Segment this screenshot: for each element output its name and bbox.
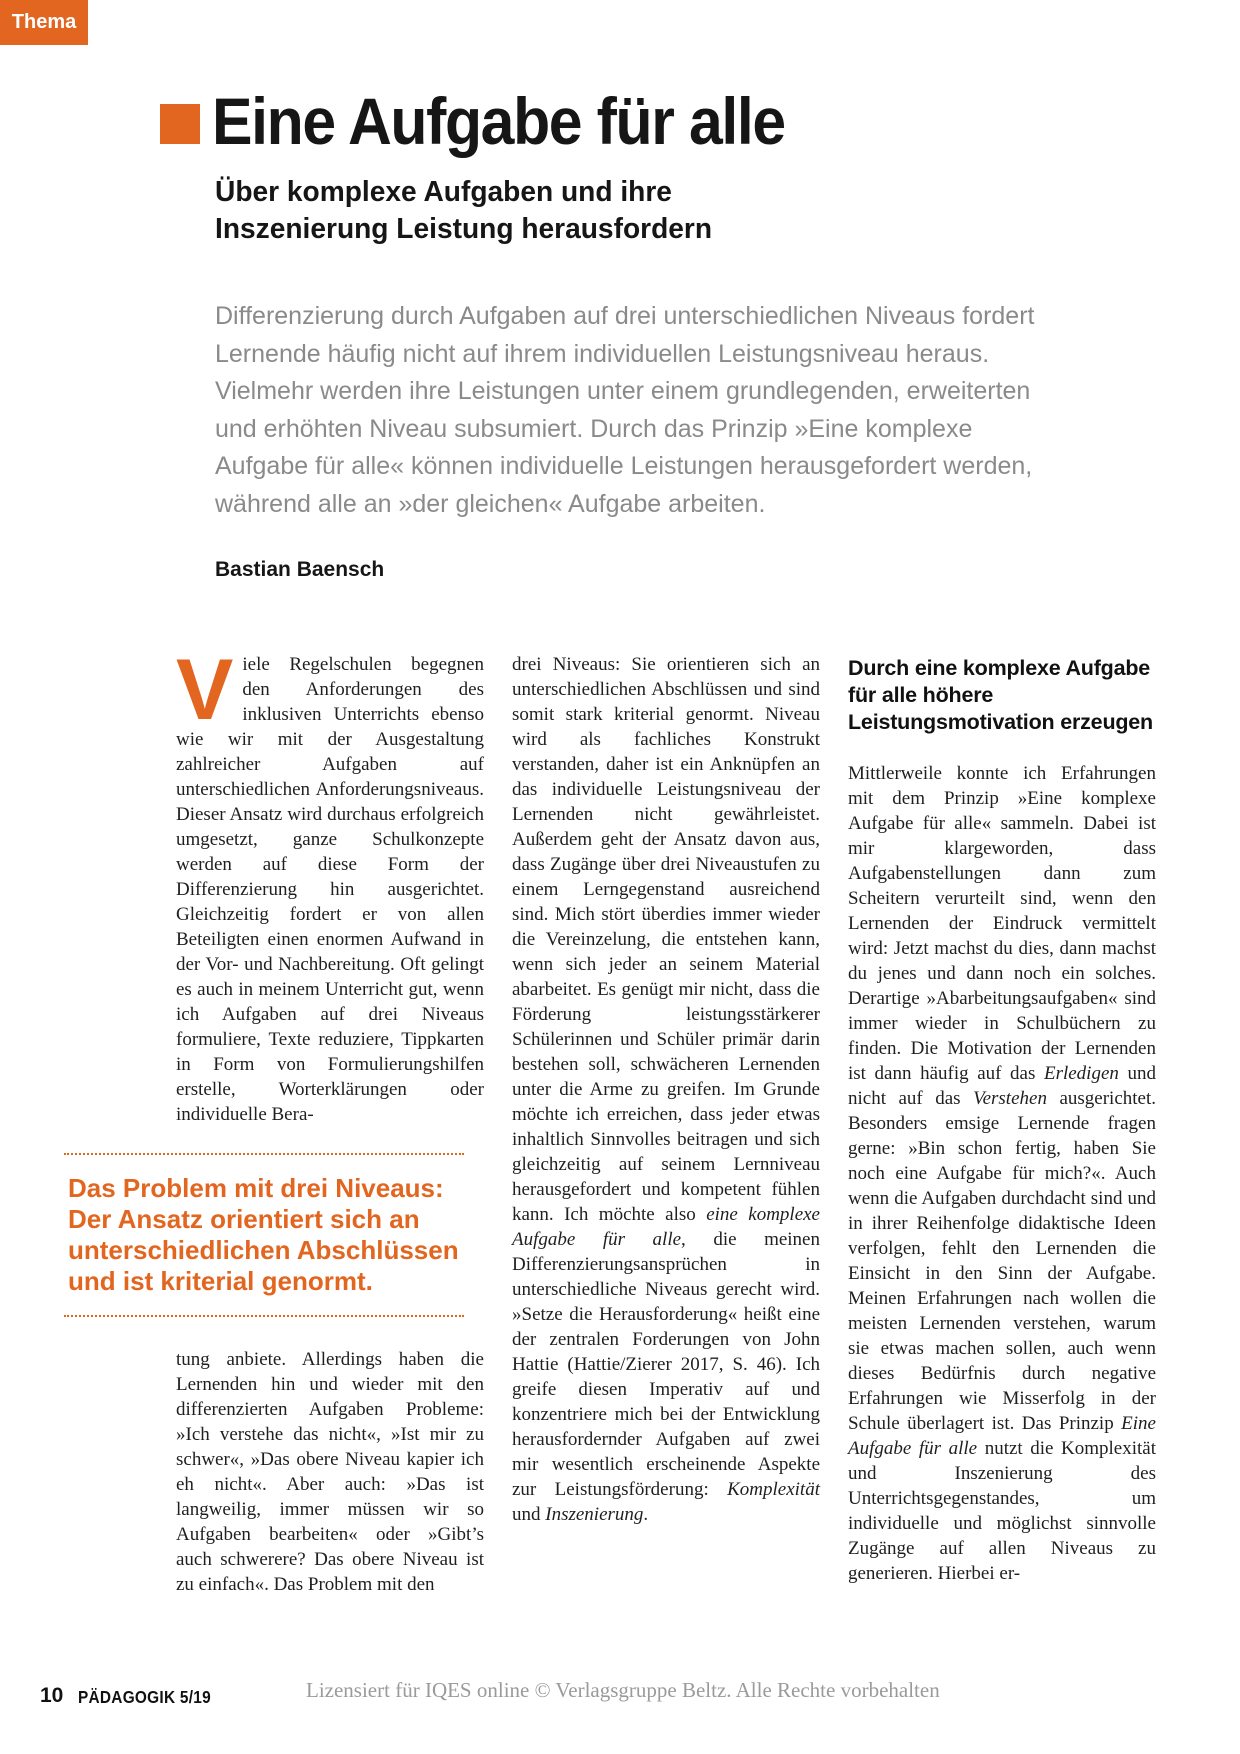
column2-paragraph: drei Niveaus: Sie orientieren sich an unterschiedlichen Abschlüssen und sind somit stark kriterial genormt. Niveau wird als fachliches Konstrukt verstanden, daher ist ein Anknüpfen an das individuelle Leistungsniveau der Lernenden nicht gewährleistet. Außerdem geht der Ansatz davon aus, dass Zugänge über drei Niveaustufen zu einem Lerngegenstand ausreichend sind. Mich stört überdies immer wieder die Vereinzelung, die entstehen kann, wenn sich jeder an seinem Material abarbeitet. Es genügt mir nicht, dass die Förderung leistungsstärkerer Schülerinnen und Schüler primär darin bestehen soll, schwächeren Lernenden unter die Arme zu greifen. Im Grunde möchte ich erreichen, dass jeder etwas inhaltlich Sinnvolles beitragen und sich gleichzeitig auf seinem Lernniveau herausgefordert und kompetent fühlen kann. Ich möchte also eine komplexe Aufgabe für alle, die meinen Differenzierungsansprüchen in unterschiedliche Niveaus gerecht wird. »Setze die Herausforderung« heißt eine der zentralen Forderungen von John Hattie (Hattie/Zierer 2017, S. 46). Ich greife diesen Imperativ auf und konzentriere mich bei der Entwicklung herausfordernder Aufgaben auf zwei mir wesentlich erscheinende Aspekte zur Leistungsförderung: Komplexität und Inszenierung. <box>512 654 820 1525</box>
dropcap-letter: V <box>176 642 234 738</box>
subtitle-line-1: Über komplexe Aufgaben und ihre <box>215 176 672 208</box>
thema-tab <box>0 0 88 45</box>
column1-paragraph-2: tung anbiete. Allerdings haben die Lernenden hin und wieder mit den differenzierten Aufgaben Probleme: »Ich verstehe das nicht«, »Ist mir zu schwer«, »Das obere Niveau kapier ich eh nicht«. Aber auch: »Das ist langweilig, immer müssen wir so Aufgaben bearbeiten« oder »Gibt’s auch schwerere? Das obere Niveau ist zu einfach«. Das Problem mit den <box>176 1349 484 1595</box>
body-column-2 <box>512 652 820 1527</box>
article-title: Eine Aufgabe für alle <box>212 84 785 158</box>
pull-quote-line-1: Das Problem mit drei Niveaus: <box>68 1173 444 1203</box>
column1-paragraph-1-text: iele Regelschulen begegnen den Anforderungen des inklusiven Unterrichts ebenso wie wir mit der Ausgestaltung zahlreicher Aufgaben auf unterschiedlichen Anforderungsniveaus. Dieser Ansatz wird durchaus erfolgreich umgesetzt, ganze Schulkonzepte werden auf diese Form der Differenzierung hin ausgerichtet. Gleichzeitig fordert er von allen Beteiligten einen enormen Aufwand in der Vor- und Nachbereitung. Oft gelingt es auch in meinem Unterricht gut, wenn ich Aufgaben auf drei Niveaus formuliere, Texte reduziere, Tippkarten in Form von Formulierungshilfen erstelle, Worterklärungen oder individuelle Bera- <box>176 654 484 1125</box>
footer-license-text: Lizensiert für IQES online © Verlagsgruppe Beltz. Alle Rechte vorbehalten <box>306 1678 940 1702</box>
pull-quote <box>64 1153 464 1317</box>
section-heading: Durch eine komplexe Aufgabe für alle höhere Leistungsmotivation erzeugen <box>848 656 1153 734</box>
author-name: Bastian Baensch <box>215 558 385 581</box>
thema-tab-label: Thema <box>11 11 77 33</box>
column1-paragraph-1 <box>176 642 484 1127</box>
body-column-3 <box>848 652 1156 1586</box>
subtitle-line-2: Inszenierung Leistung herausfordern <box>215 213 713 245</box>
intro-paragraph: Differenzierung durch Aufgaben auf drei unterschiedlichen Niveaus fordert Lernende häufig nicht auf ihrem individuellen Leistungsniveau heraus. Vielmehr werden ihre Leistungen unter einem grundlegenden, erweiterten und erhöhten Niveau subsumiert. Durch das Prinzip »Eine komplexe Aufgabe für alle« können individuelle Leistungen herausgefordert werden, während alle an »der gleichen« Aufgabe arbeiten. <box>215 302 1035 518</box>
article-subtitle <box>215 174 712 248</box>
column3-paragraph: Mittlerweile konnte ich Erfahrungen mit dem Prinzip »Eine komplexe Aufgabe für alle« sammeln. Dabei ist mir klargeworden, dass Aufgabenstellungen dann zum Scheitern verurteilt sind, wenn den Lernenden der Eindruck vermittelt wird: Jetzt machst du dies, dann machst du jenes und dann noch ein solches. Derartige »Abarbeitungsaufgaben« sind immer wieder in Schulbüchern zu finden. Die Motivation der Lernenden ist dann häufig auf das Erledigen und nicht auf das Verstehen ausgerichtet. Besonders emsige Lernende fragen gerne: »Bin schon fertig, haben Sie noch eine Aufgabe für mich?«. Auch wenn die Aufgaben durchdacht sind und in ihrer Reihenfolge didaktische Ideen verfolgen, fehlt den Lernenden die Einsicht in den Sinn der Aufgabe. Meinen Erfahrungen nach wollen die meisten Lernenden verstehen, warum sie etwas machen sollen, auch wenn dieses Bedürfnis durch negative Erfahrungen wie Misserfolg in der Schule überlagert ist. Das Prinzip Eine Aufgabe für alle nutzt die Komplexität und Inszenierung des Unterrichtsgegenstandes, um individuelle und möglichst sinnvolle Zugänge auf allen Niveaus zu generieren. Hierbei er- <box>848 763 1157 1584</box>
pull-quote-line-3: unterschiedlichen Abschlüssen <box>68 1235 459 1265</box>
footer-page-number: 10 <box>40 1684 64 1707</box>
pull-quote-line-4: und ist kriterial genormt. <box>68 1266 373 1296</box>
title-bullet-square <box>160 104 200 144</box>
pull-quote-line-2: Der Ansatz orientiert sich an <box>68 1204 420 1234</box>
footer-journal-name: PÄDAGOGIK 5/19 <box>78 1687 211 1707</box>
body-column-1 <box>68 642 484 1597</box>
